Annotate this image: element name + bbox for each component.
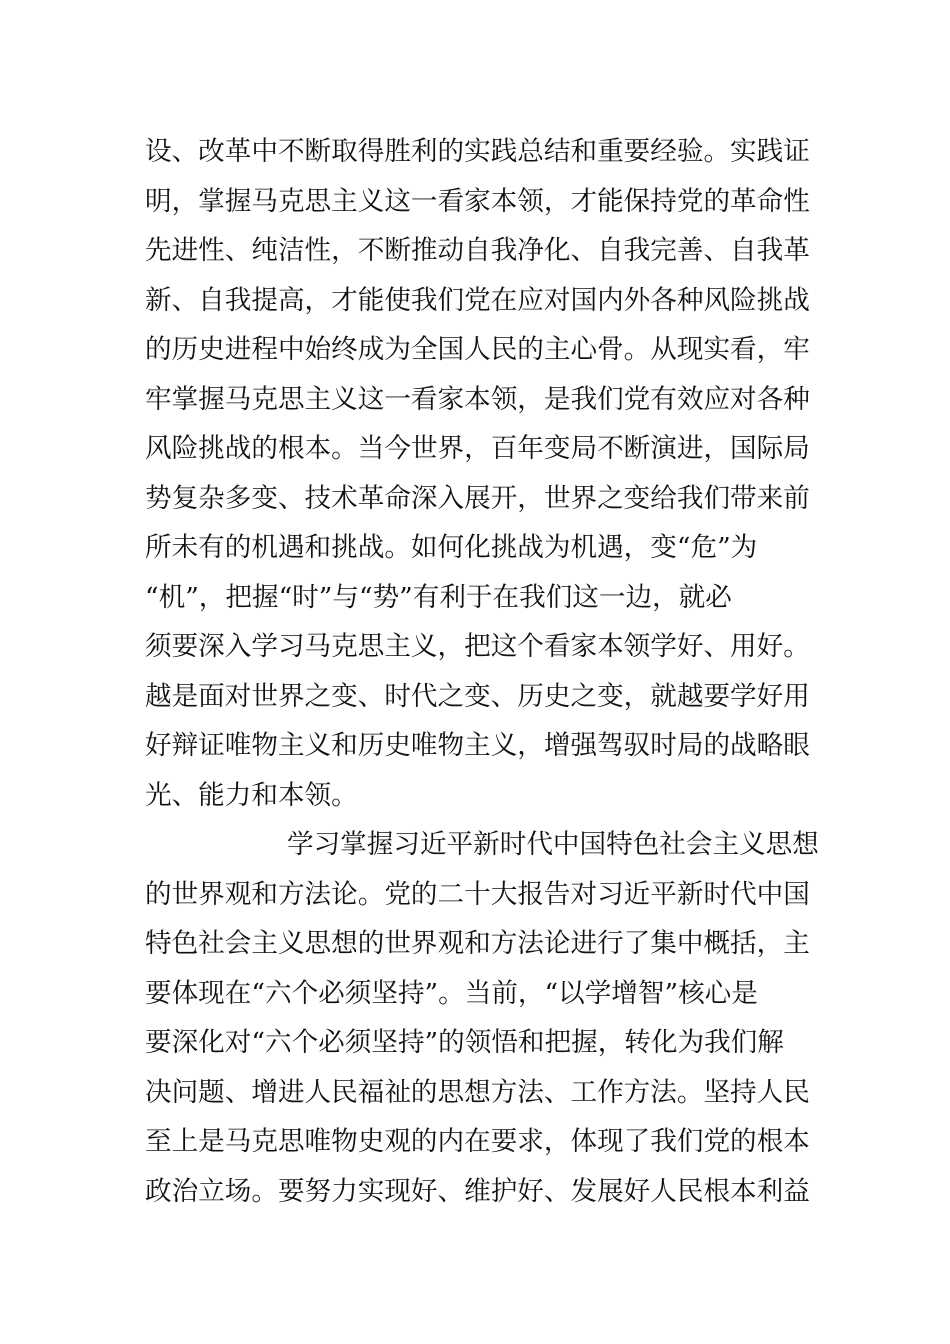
text-line: 决问题、增进人民福祉的思想方法、工作方法。坚持人民 xyxy=(145,1077,810,1108)
text-line: 要体现在“六个必须坚持”。当前，“以学增智”核心是 xyxy=(145,978,758,1009)
text-line: 特色社会主义思想的世界观和方法论进行了集中概括，主 xyxy=(145,928,810,959)
text-line: “机”，把握“时”与“势”有利于在我们这一边，就必 xyxy=(145,582,732,613)
text-line: 政治立场。要努力实现好、维护好、发展好人民根本利益 xyxy=(145,1176,810,1207)
text-line: 要深化对“六个必须坚持”的领悟和把握，转化为我们解 xyxy=(145,1027,784,1058)
text-line: 好辩证唯物主义和历史唯物主义，增强驾驭时局的战略眼 xyxy=(145,730,810,761)
text-line: 新、自我提高，才能使我们党在应对国内外各种风险挑战 xyxy=(145,285,810,316)
text-line: 设、改革中不断取得胜利的实践总结和重要经验。实践证 xyxy=(145,136,810,167)
text-line: 势复杂多变、技术革命深入展开，世界之变给我们带来前 xyxy=(145,483,810,514)
text-line: 所未有的机遇和挑战。如何化挑战为机遇，变“危”为 xyxy=(145,532,758,563)
text-line: 风险挑战的根本。当今世界，百年变局不断演进，国际局 xyxy=(145,433,810,464)
text-line: 须要深入学习马克思主义，把这个看家本领学好、用好。 xyxy=(145,631,810,662)
text-line: 先进性、纯洁性，不断推动自我净化、自我完善、自我革 xyxy=(145,235,810,266)
text-line-indented: 学习掌握习近平新时代中国特色社会主义思想 xyxy=(287,829,819,860)
text-line: 明，掌握马克思主义这一看家本领，才能保持党的革命性 xyxy=(145,186,810,217)
text-line: 的世界观和方法论。党的二十大报告对习近平新时代中国 xyxy=(145,879,810,910)
text-line: 的历史进程中始终成为全国人民的主心骨。从现实看，牢 xyxy=(145,334,810,365)
text-line: 至上是马克思唯物史观的内在要求，体现了我们党的根本 xyxy=(145,1126,810,1157)
text-line: 牢掌握马克思主义这一看家本领，是我们党有效应对各种 xyxy=(145,384,810,415)
text-line: 越是面对世界之变、时代之变、历史之变，就越要学好用 xyxy=(145,681,810,712)
text-line: 光、能力和本领。 xyxy=(145,780,358,811)
